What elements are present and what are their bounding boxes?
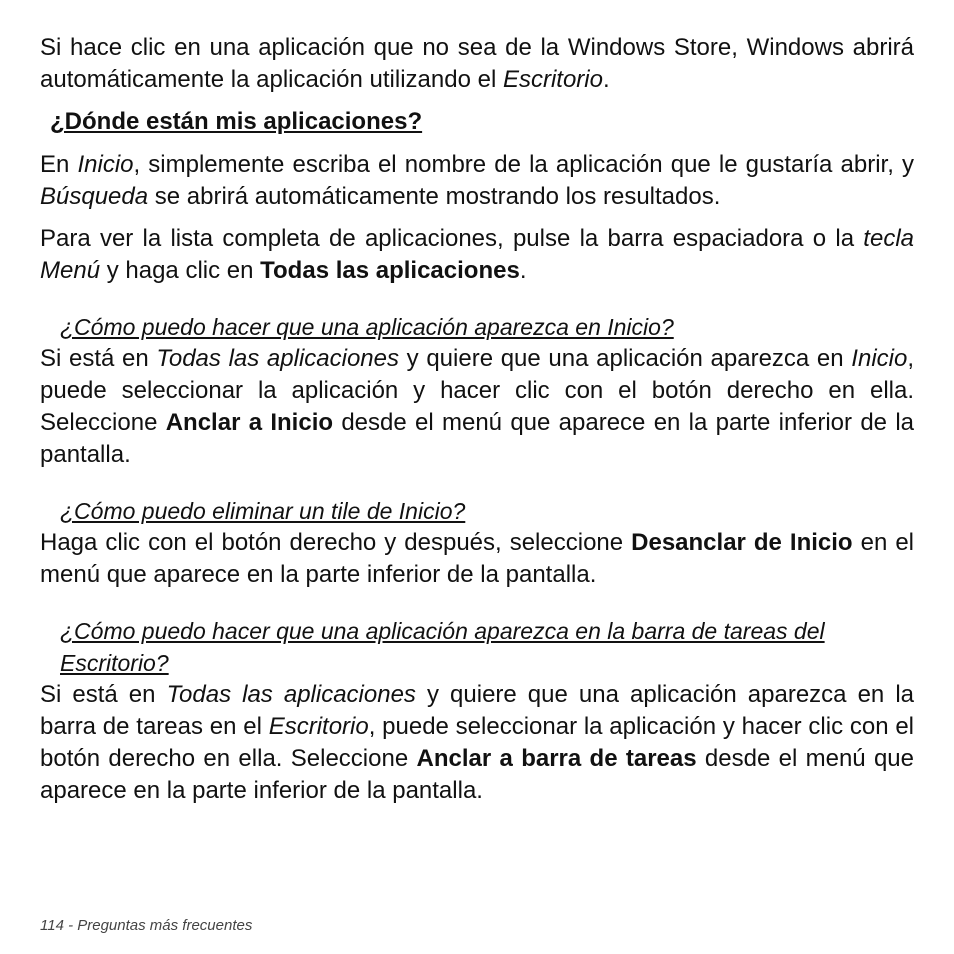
paragraph-windows-store: Si hace clic en una aplicación que no sea de la Windows Store, Windows abrirá automáticamente la aplicación utilizando el Escritorio. (40, 34, 914, 93)
question-heading-taskbar: ¿Cómo puedo hacer que una aplicación aparezca en la barra de tareas del Escritorio? (60, 618, 825, 676)
section-heading: ¿Dónde están mis aplicaciones? (50, 108, 423, 135)
question-heading-remove-tile: ¿Cómo puedo eliminar un tile de Inicio? (60, 498, 466, 524)
paragraph-pin-taskbar: Si está en Todas las aplicaciones y quiere que una aplicación aparezca en la barra de tareas en el Escritorio, puede seleccionar la aplicación y hacer clic con el botón derecho en ella. Seleccione Anclar a barra de tareas desde el menú que aparece en la parte inferior de la pantalla. (40, 681, 915, 804)
paragraph-all-apps: Para ver la lista completa de aplicaciones, pulse la barra espaciadora o la tecla Menú y haga clic en Todas las aplicaciones. (40, 225, 914, 284)
document-page (40, 32, 914, 807)
page-footer: 114 - Preguntas más frecuentes (40, 917, 253, 934)
paragraph-pin-start: Si está en Todas las aplicaciones y quiere que una aplicación aparezca en Inicio, puede seleccionar la aplicación y hacer clic con el botón derecho en ella. Seleccione Anclar a Inicio desde el menú que aparece en la parte inferior de la pantalla. (40, 345, 914, 468)
paragraph-inicio-search: En Inicio, simplemente escriba el nombre de la aplicación que le gustaría abrir, y Búsqueda se abrirá automáticamente mostrando los resultados. (40, 151, 914, 210)
question-heading-pin-start: ¿Cómo puedo hacer que una aplicación aparezca en Inicio? (60, 314, 674, 340)
paragraph-remove-tile: Haga clic con el botón derecho y después, seleccione Desanclar de Inicio en el menú que aparece en la parte inferior de la pantalla. (40, 529, 914, 588)
